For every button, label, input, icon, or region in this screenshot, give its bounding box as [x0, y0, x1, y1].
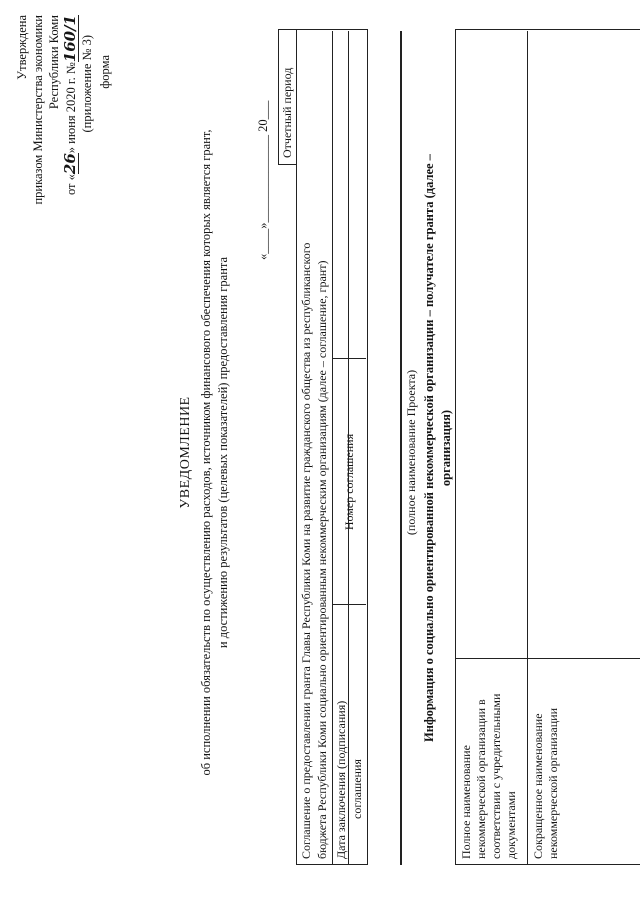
subtitle-line2: и достижению результатов (целевых показателей) предоставления гранта: [216, 256, 230, 649]
project-name-line: [400, 31, 402, 865]
org-full-name-line4: документами: [504, 791, 518, 859]
org-short-name-line2: некоммерческой организации: [546, 707, 560, 859]
org-full-name-line1: Полное наименование: [459, 745, 473, 859]
agreement-number-header: Номер соглашения: [342, 433, 356, 531]
approval-block: [14, 15, 113, 345]
org-info-heading-line1: Информация о социально ориентированной некоммерческой организации – получателе гранта (далее –: [422, 154, 436, 742]
approval-date-mid: » июня 2020 г. №: [64, 62, 78, 154]
report-period-label: Отчетный период: [280, 67, 294, 158]
agreement-text-line1: Соглашение о предоставлении гранта Главы Республики Коми на развитие гражданского общества из республиканского: [299, 242, 313, 859]
approval-line2: приказом Министерства экономики: [31, 15, 45, 205]
agreement-text-line2: бюджета Республики Коми социально ориентированным некоммерческим организациям (далее – соглашение, грант): [315, 260, 329, 859]
report-period-box: [278, 29, 297, 165]
page-title: УВЕДОМЛЕНИЕ: [178, 396, 193, 509]
approval-appendix: (приложение № 3): [80, 35, 94, 133]
org-full-name-line2: некоммерческой организации в: [474, 699, 488, 859]
org-table-left-border: [455, 864, 640, 865]
form-label: форма: [98, 55, 112, 89]
org-short-name-line1: Сокращенное наименование: [531, 713, 545, 859]
agreement-row-divider: [332, 31, 333, 865]
approval-date-day: 26: [61, 153, 79, 175]
org-info-heading-line2: организация): [439, 409, 453, 487]
org-table-row-divider: [527, 31, 528, 865]
agreement-date-header: Дата заключения (подписания): [334, 700, 348, 859]
org-short-name-label: [531, 661, 561, 859]
approval-date-line: [62, 15, 79, 345]
approval-order-number: 160/1: [61, 15, 79, 63]
org-full-name-line3: соответствии с учредительными: [489, 693, 503, 859]
subtitle-line1: об исполнении обязательств по осуществлению расходов, источником финансового обеспечения которых является грант,: [199, 129, 213, 776]
project-caption: (полное наименование Проекта): [404, 369, 418, 536]
report-date-line: «____»______________ 20___: [256, 100, 270, 260]
org-full-name-label: [459, 661, 519, 859]
org-table-label-divider: [455, 658, 640, 659]
approval-line3: Республики Коми: [47, 15, 61, 110]
agreement-date-subheader: соглашения: [350, 759, 364, 819]
approval-date-prefix: от «: [64, 174, 78, 196]
approval-line1: Утверждена: [15, 15, 29, 80]
